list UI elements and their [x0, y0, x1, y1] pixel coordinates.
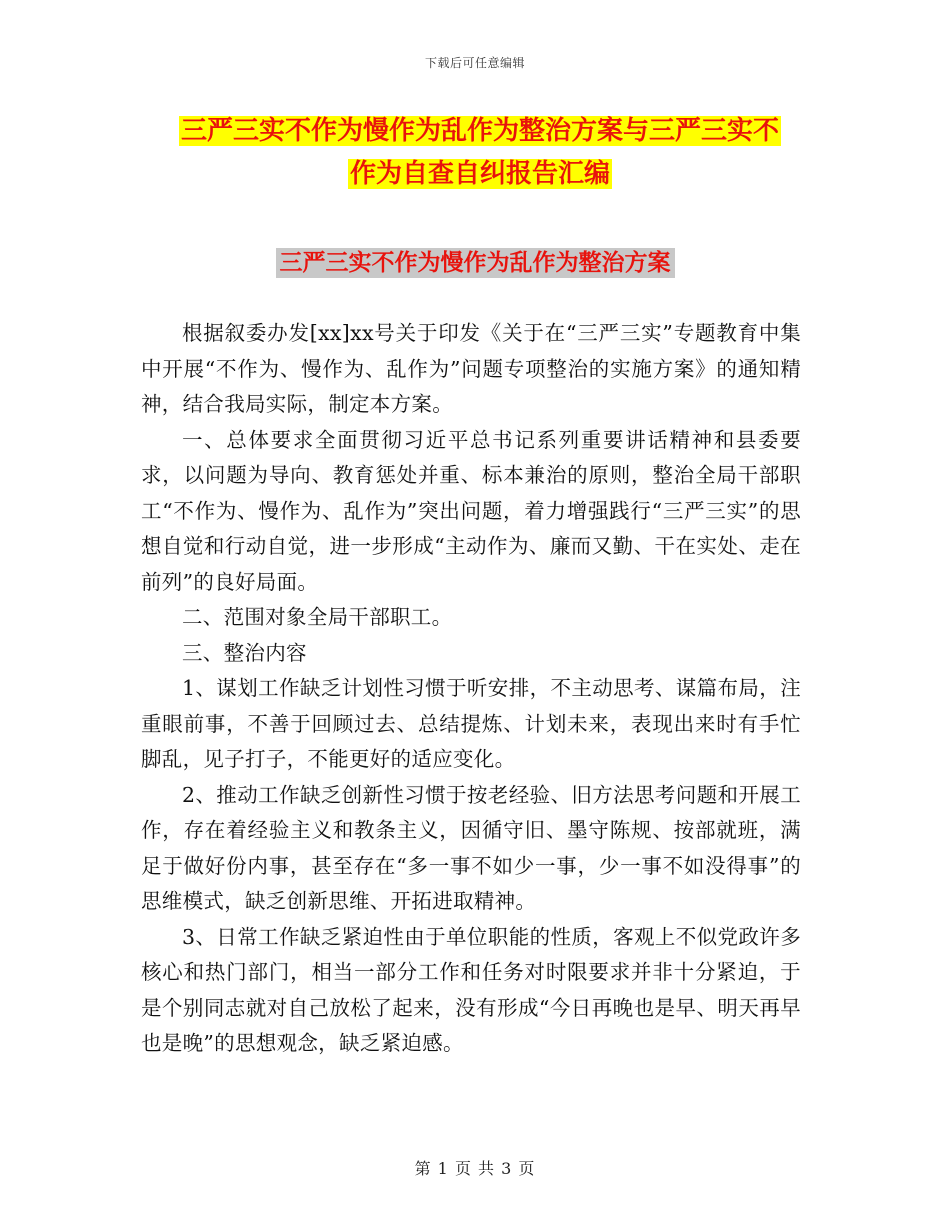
document-title-line-2: 作为自查自纠报告汇编: [349, 159, 610, 189]
paragraph-general-requirements: 一、总体要求全面贯彻习近平总书记系列重要讲话精神和县委要求，以问题为导向、教育惩处并重、标本兼治的原则，整治全局干部职工“不作为、慢作为、乱作为”突出问题，着力增强践行“三严三实”的思想自觉和行动自觉，进一步形成“主动作为、廉而又勤、干在实处、走在前列”的良好局面。: [141, 427, 801, 594]
paragraph-item-2: 2、推动工作缺乏创新性习惯于按老经验、旧方法思考问题和开展工作，存在着经验主义和教条主义，因循守旧、墨守陈规、按部就班，满足于做好份内事，甚至存在“多一事不如少一事，少一事不如没得事”的思维模式，缺乏创新思维、开拓进取精神。: [141, 782, 801, 913]
section-title-text: 三严三实不作为慢作为乱作为整治方案: [276, 248, 675, 278]
section-title: [0, 246, 950, 280]
paragraph-rectification-heading: 三、整治内容: [182, 640, 307, 665]
document-body: [141, 316, 801, 1062]
paragraph-scope: 二、范围对象全局干部职工。: [182, 605, 453, 629]
document-title-line-1: 三严三实不作为慢作为乱作为整治方案与三严三实不: [180, 116, 779, 146]
paragraph-intro: 根据叙委办发[xx]xx号关于印发《关于在“三严三实”专题教育中集中开展“不作为、慢作为、乱作为”问题专项整治的实施方案》的通知精神，结合我局实际，制定本方案。: [141, 321, 801, 416]
document-title: [150, 110, 810, 196]
header-note: 下载后可任意编辑: [424, 56, 525, 70]
paragraph-item-1: 1、谋划工作缺乏计划性习惯于听安排，不主动思考、谋篇布局，注重眼前事，不善于回顾过去、总结提炼、计划未来，表现出来时有手忙脚乱，见子打子，不能更好的适应变化。: [141, 676, 801, 771]
page-number: 第 1 页 共 3 页: [414, 1159, 536, 1178]
paragraph-item-3: 3、日常工作缺乏紧迫性由于单位职能的性质，客观上不似党政许多核心和热门部门，相当一部分工作和任务对时限要求并非十分紧迫，于是个别同志就对自己放松了起来，没有形成“今日再晚也是早、明天再早也是晚”的思想观念，缺乏紧迫感。: [141, 924, 801, 1055]
